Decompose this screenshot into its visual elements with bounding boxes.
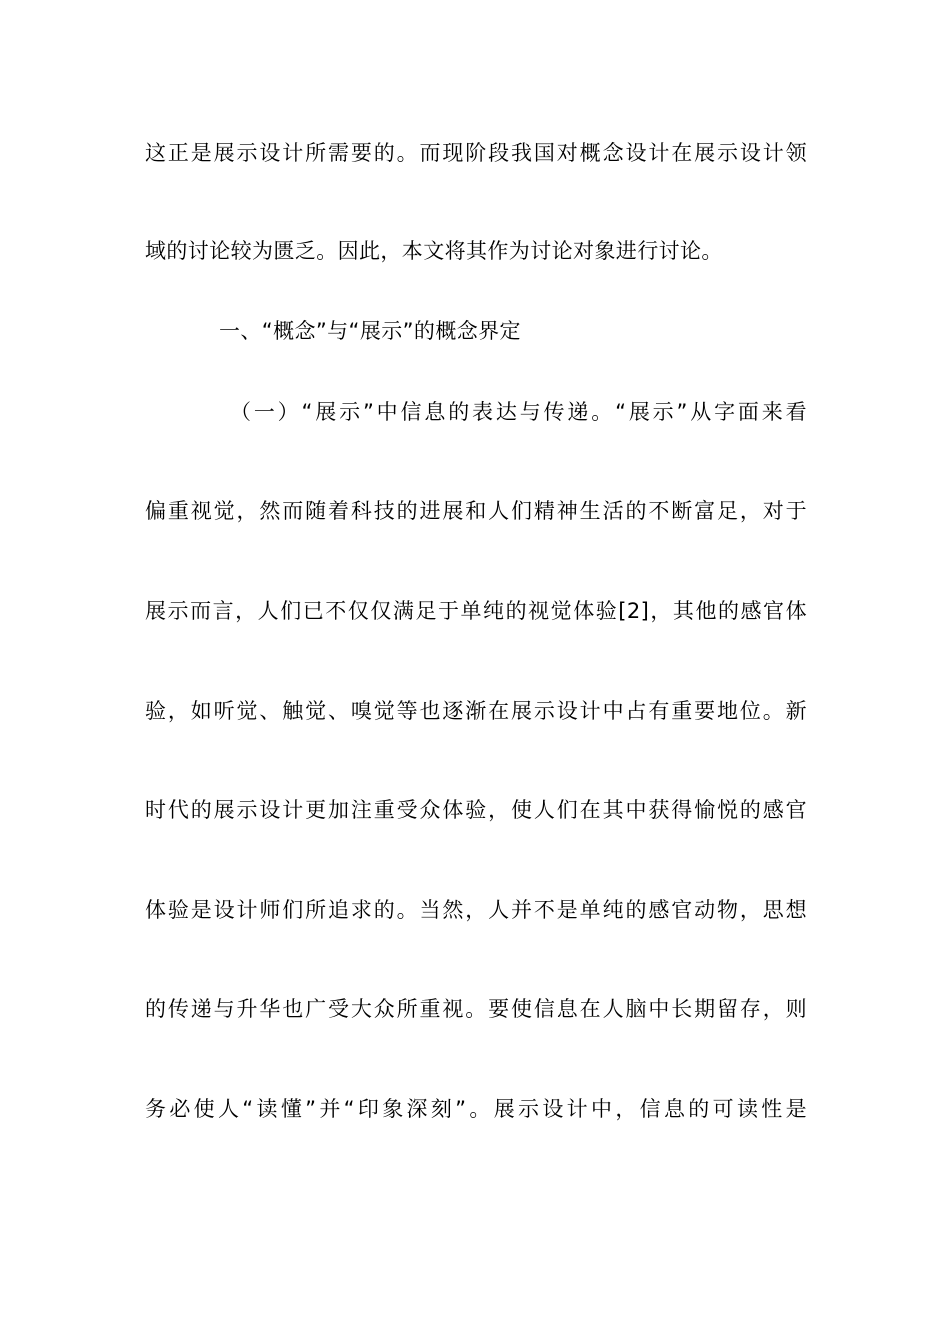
- paragraph-line-11: 务必使人“读懂”并“印象深刻”。展示设计中，信息的可读性是: [145, 1097, 807, 1121]
- section-heading: 一、“概念”与“展示”的概念界定: [219, 319, 521, 343]
- paragraph-line-5: 偏重视觉，然而随着科技的进展和人们精神生活的不断富足，对于: [145, 499, 807, 523]
- paragraph-line-10: 的传递与升华也广受大众所重视。要使信息在人脑中长期留存，则: [145, 997, 807, 1021]
- subsection-heading-line: （一）“展示”中信息的表达与传递。“展示”从字面来看: [230, 400, 807, 424]
- paragraph-line-9: 体验是设计师们所追求的。当然，人并不是单纯的感官动物，思想: [145, 898, 807, 922]
- paragraph-line-1: 这正是展示设计所需要的。而现阶段我国对概念设计在展示设计领: [145, 141, 807, 165]
- paragraph-line-2: 域的讨论较为匮乏。因此，本文将其作为讨论对象进行讨论。: [145, 239, 723, 263]
- paragraph-line-6: 展示而言，人们已不仅仅满足于单纯的视觉体验[2]，其他的感官体: [145, 599, 807, 623]
- paragraph-line-7: 验，如听觉、触觉、嗅觉等也逐渐在展示设计中占有重要地位。新: [145, 699, 807, 723]
- paragraph-line-8: 时代的展示设计更加注重受众体验，使人们在其中获得愉悦的感官: [145, 798, 807, 822]
